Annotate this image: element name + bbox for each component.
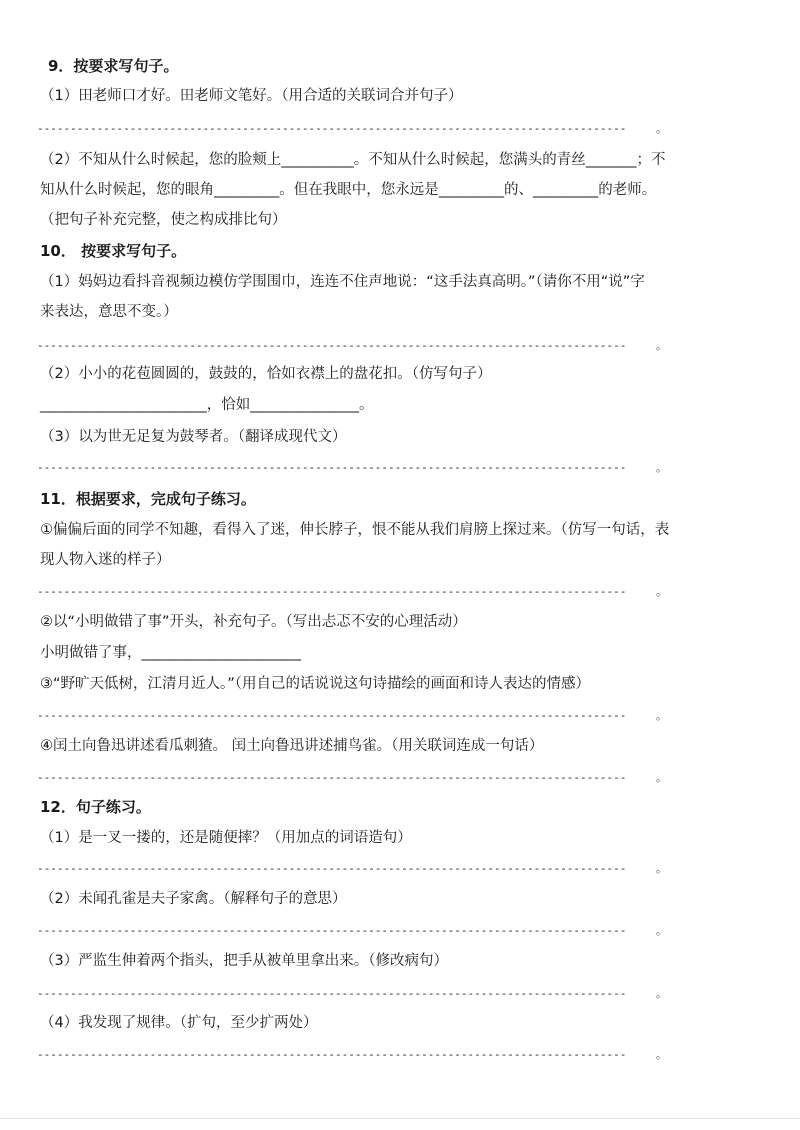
answer-line-12-3[interactable]: ----------------------------------------------------------------------------------------- 。	[37, 984, 665, 1004]
question-10-part-3: （3）以为世无足复为鼓琴者。（翻译成现代文）	[40, 429, 347, 445]
answer-line-10-1[interactable]: ----------------------------------------------------------------------------------------- 。	[37, 336, 665, 356]
answer-line-10-3[interactable]: ----------------------------------------------------------------------------------------- 。	[37, 458, 665, 478]
question-10-part-1-line-2: 来表达，意思不变。）	[40, 304, 178, 320]
question-11-part-2: ②以“小明做错了事”开头，补充句子。（写出忐忑不安的心理活动）	[40, 614, 467, 630]
question-11-part-4: ④闰土向鲁迅讲述看瓜刺猹。 闰土向鲁迅讲述捕鸟雀。（用关联词连成一句话）	[40, 738, 544, 754]
question-9-part-2-line-1: （2）不知从什么时候起，您的脸颊上__________。不知从什么时候起，您满头的青丝_______；不	[40, 152, 666, 168]
answer-line-12-4[interactable]: ----------------------------------------------------------------------------------------- 。	[37, 1045, 665, 1065]
question-12-title: 12．句子练习。	[40, 798, 151, 816]
question-10-part-2-fill[interactable]: _______________________，恰如_______________。	[40, 397, 374, 413]
question-9-title: 9．按要求写句子。	[48, 57, 179, 75]
answer-line-12-2[interactable]: ----------------------------------------------------------------------------------------- 。	[37, 921, 665, 941]
question-12-part-4: （4）我发现了规律。（扩句，至少扩两处）	[40, 1015, 318, 1031]
question-10-part-2: （2）小小的花苞圆圆的，鼓鼓的，恰如衣襟上的盘花扣。（仿写句子）	[40, 366, 492, 382]
answer-line-11-3[interactable]: ----------------------------------------------------------------------------------------- 。	[37, 706, 665, 726]
question-11-part-1-line-1: ①偏偏后面的同学不知趣，看得入了迷，伸长脖子，恨不能从我们肩膀上探过来。（仿写一句话，表	[40, 522, 670, 538]
question-9-part-1: （1）田老师口才好。田老师文笔好。（用合适的关联词合并句子）	[40, 88, 463, 104]
answer-line-9-1[interactable]: ----------------------------------------------------------------------------------------- 。	[37, 119, 665, 139]
question-11-part-1-line-2: 现人物入迷的样子）	[40, 552, 171, 568]
question-10-part-1-line-1: （1）妈妈边看抖音视频边模仿学围围巾，连连不住声地说：“这手法真高明。”（请你不用“说”字	[40, 274, 645, 290]
answer-line-11-1[interactable]: ----------------------------------------------------------------------------------------- 。	[37, 582, 665, 602]
answer-line-12-1[interactable]: ----------------------------------------------------------------------------------------- 。	[37, 859, 665, 879]
question-9-part-2-line-2: 知从什么时候起，您的眼角_________。但在我眼中，您永远是_________的、_________的老师。	[40, 182, 657, 198]
question-9-part-2-line-3: （把句子补充完整，使之构成排比句）	[40, 212, 287, 228]
question-12-part-1: （1）是一叉一搂的，还是随便摔？（用加点的词语造句）	[40, 830, 412, 846]
question-10-title: 10． 按要求写句子。	[40, 242, 187, 260]
question-11-title: 11．根据要求，完成句子练习。	[40, 490, 256, 508]
question-11-part-2-fill[interactable]: 小明做错了事，______________________	[40, 645, 301, 661]
answer-line-11-4[interactable]: ----------------------------------------------------------------------------------------- 。	[37, 768, 665, 788]
page-bottom-divider	[0, 1118, 800, 1119]
question-12-part-3: （3）严监生伸着两个指头，把手从被单里拿出来。（修改病句）	[40, 953, 448, 969]
question-12-part-2: （2）未闻孔雀是夫子家禽。（解释句子的意思）	[40, 891, 347, 907]
question-11-part-3: ③“野旷天低树，江清月近人。”（用自己的话说说这句诗描绘的画面和诗人表达的情感）	[40, 676, 591, 692]
